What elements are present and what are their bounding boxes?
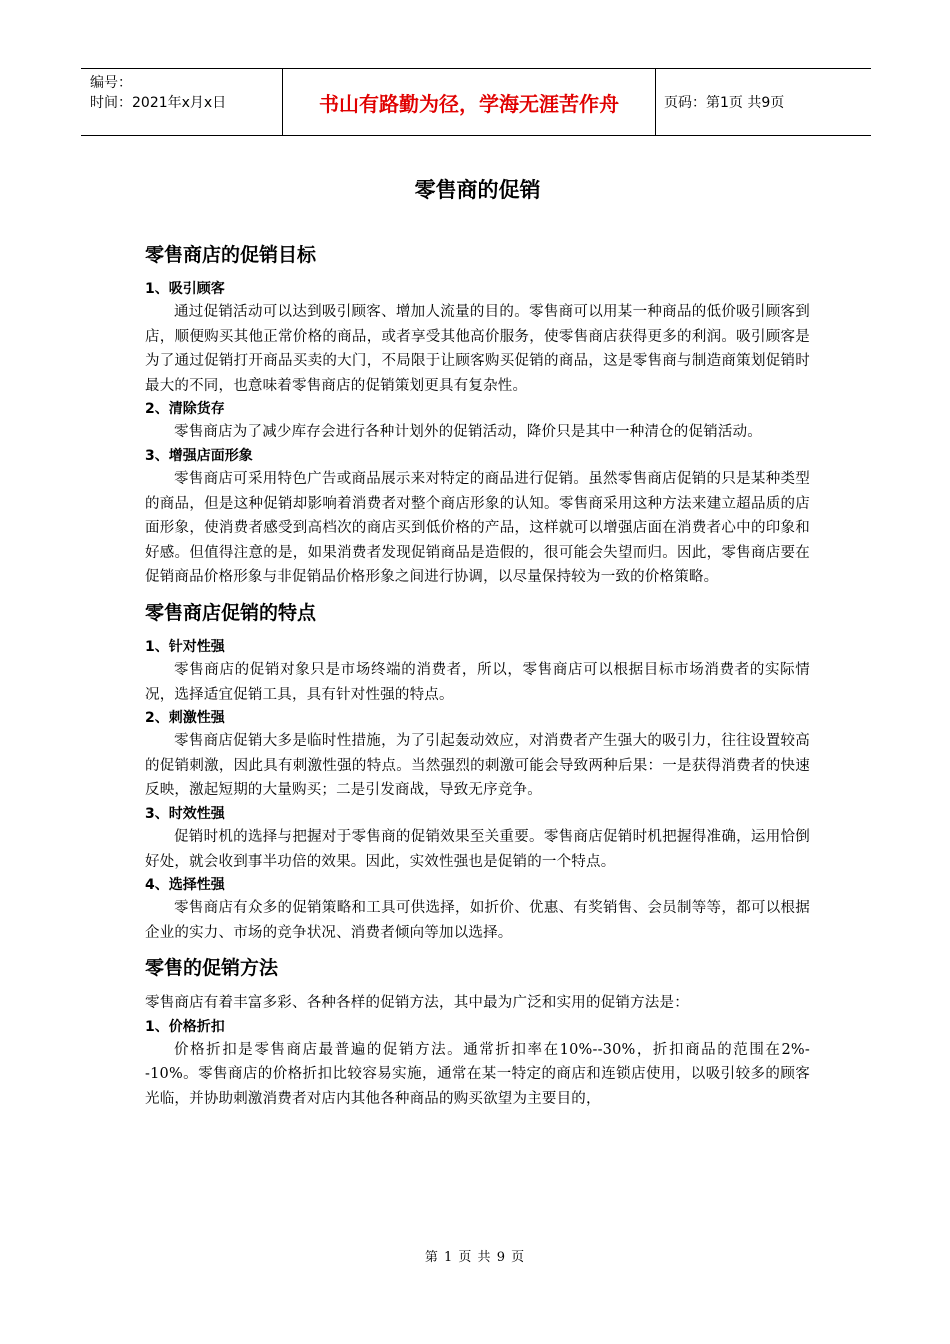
paragraph: 零售商店为了减少库存会进行各种计划外的促销活动，降价只是其中一种清仓的促销活动。: [174, 424, 762, 441]
section-title: 零售商店的促销目标: [145, 244, 317, 266]
subsection-title: 3、增强店面形象: [145, 447, 253, 464]
page-header: [81, 68, 871, 136]
section-goals: [145, 242, 810, 590]
subsection-title: 2、刺激性强: [145, 710, 225, 727]
paragraph: 零售商店促销大多是临时性措施，为了引起轰动效应，对消费者产生强大的吸引力，往往设置较高的促销刺激，因此具有刺激性强的特点。当然强烈的刺激可能会导致两种后果：一是获得消费者的快速反映，激起短期的大量购买；二是引发商战，导致无序竞争。: [145, 733, 810, 799]
paragraph: 零售商店可采用特色广告或商品展示来对特定的商品进行促销。虽然零售商店促销的只是某种类型的商品，但是这种促销却影响着消费者对整个商店形象的认知。零售商采用这种方法来建立超品质的店面形象，使消费者感受到高档次的商店买到低价格的产品，这样就可以增强店面在消费者心中的印象和好感。但值得注意的是，如果消费者发现促销商品是造假的，很可能会失望而归。因此，零售商店要在促销商品价格形象与非促销品价格形象之间进行协调，以尽量保持较为一致的价格策略。: [145, 470, 810, 586]
time-label: 时间：2021年x月x日: [90, 95, 227, 111]
paragraph: 零售商店的促销对象只是市场终端的消费者，所以，零售商店可以根据目标市场消费者的实际情况，选择适宜促销工具，具有针对性强的特点。: [145, 661, 810, 703]
paragraph: 零售商店有众多的促销策略和工具可供选择，如折价、优惠、有奖销售、会员制等等，都可以根据企业的实力、市场的竞争状况、消费者倾向等加以选择。: [145, 900, 810, 941]
number-label: 编号：: [90, 75, 132, 91]
section-title: 零售的促销方法: [145, 957, 279, 980]
subsection-title: 1、吸引顾客: [145, 281, 225, 297]
section-intro: 零售商店有着丰富多彩、各种各样的促销方法，其中最为广泛和实用的促销方法是：: [145, 995, 689, 1012]
subsection-title: 2、清除货存: [145, 401, 225, 418]
document-body: [145, 160, 810, 1112]
subsection-title: 4、选择性强: [145, 877, 225, 894]
subsection-title: 3、时效性强: [145, 805, 225, 822]
section-methods: [145, 955, 810, 1111]
header-meta: [81, 69, 282, 135]
header-motto: 书山有路勤为径，学海无涯苦作舟: [282, 69, 656, 135]
header-page-info: 页码：第1页 共9页: [664, 95, 785, 111]
paragraph: 促销时机的选择与把握对于零售商的促销效果至关重要。零售商店促销时机把握得准确，运用恰倒好处，就会收到事半功倍的效果。因此，实效性强也是促销的一个特点。: [145, 828, 810, 870]
paragraph: 价格折扣是零售商店最普遍的促销方法。通常折扣率在10%--30%，折扣商品的范围在2%--10%。零售商店的价格折扣比较容易实施，通常在某一特定的商店和连锁店使用，以吸引较多的顾客光临，并协助刺激消费者对店内其他各种商品的购买欲望为主要目的，: [145, 1041, 810, 1108]
subsection-title: 1、针对性强: [145, 638, 225, 655]
subsection-title: 1、价格折扣: [145, 1018, 225, 1035]
paragraph: 通过促销活动可以达到吸引顾客、增加人流量的目的。零售商可以用某一种商品的低价吸引顾客到店，顺便购买其他正常价格的商品，或者享受其他高价服务，使零售商店获得更多的利润。吸引顾客是为了通过促销打开商品买卖的大门，不局限于让顾客购买促销的商品，这是零售商与制造商策划促销时最大的不同，也意味着零售商店的促销策划更具有复杂性。: [145, 304, 810, 394]
page-footer: 第 1 页 共 9 页: [424, 1250, 526, 1265]
section-features: [145, 600, 810, 945]
section-title: 零售商店促销的特点: [145, 601, 317, 624]
document-title: 零售商的促销: [414, 178, 541, 202]
